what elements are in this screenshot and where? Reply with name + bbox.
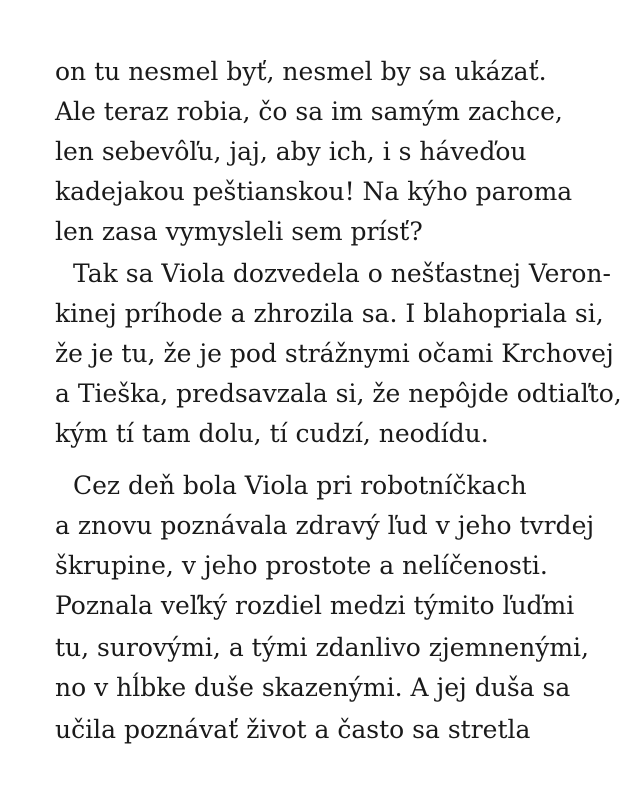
text-line: kinej príhode a zhrozila sa. I blahopriala si,	[55, 299, 604, 328]
text-line: len sebevôľu, jaj, aby ich, i s háveďou	[55, 137, 527, 166]
text-line: škrupine, v jeho prostote a nelíčenosti.	[55, 551, 548, 580]
text-line: kým tí tam dolu, tí cudzí, neodídu.	[55, 419, 489, 448]
text-line: Ale teraz robia, čo sa im samým zachce,	[55, 97, 563, 126]
text-line: a znovu poznávala zdravý ľud v jeho tvrdej	[55, 511, 595, 540]
text-line: kadejakou peštianskou! Na kýho paroma	[55, 177, 573, 206]
text-line: tu, surovými, a tými zdanlivo zjemnenými,	[55, 633, 589, 662]
text-line: Poznala veľký rozdiel medzi týmito ľuďmi	[55, 591, 575, 620]
text-line: no v hĺbke duše skazenými. A jej duša sa	[55, 673, 571, 702]
text-line: a Tieška, predsavzala si, že nepôjde odtiaľto,	[55, 379, 622, 408]
paragraph-start-line: Tak sa Viola dozvedela o nešťastnej Veron-	[73, 259, 611, 288]
text-line: len zasa vymysleli sem prísť?	[55, 217, 423, 246]
text-line: on tu nesmel byť, nesmel by sa ukázať.	[55, 57, 547, 86]
paragraph-start-line: Cez deň bola Viola pri robotníčkach	[73, 471, 527, 500]
text-line: že je tu, že je pod strážnymi očami Krchovej	[55, 339, 614, 368]
text-line: učila poznávať život a často sa stretla	[55, 715, 531, 744]
